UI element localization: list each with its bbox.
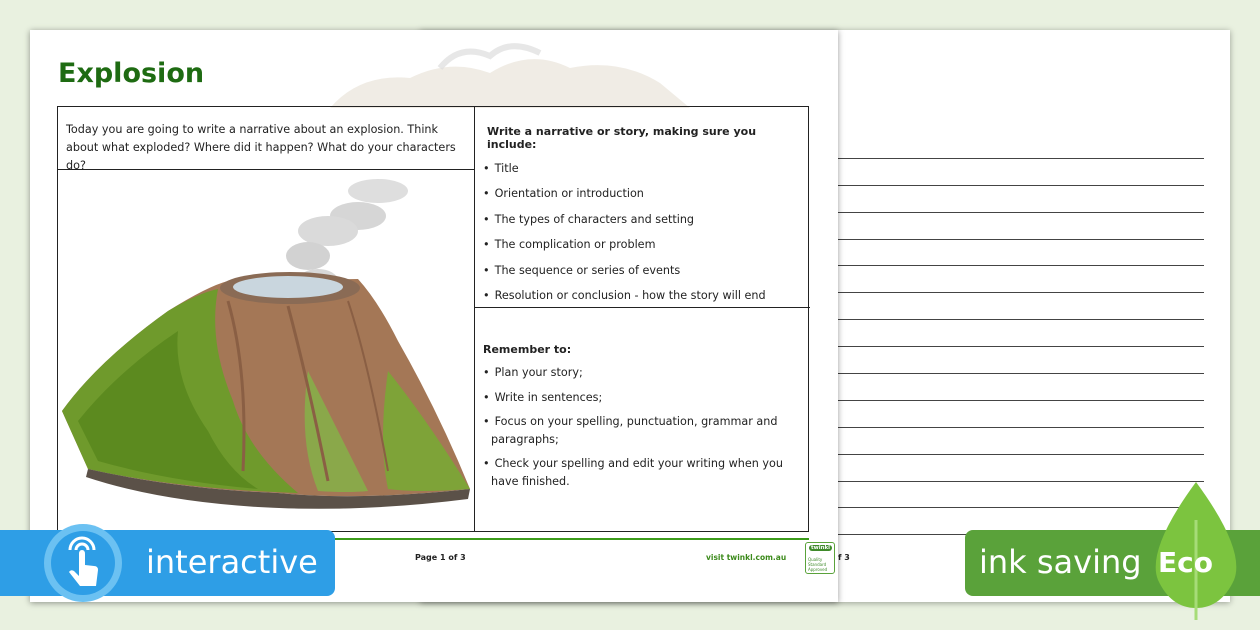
narrative-item: • Title — [483, 161, 803, 186]
narrative-item: • The types of characters and setting — [483, 212, 803, 237]
logo-text: twinkl — [811, 545, 831, 551]
narrative-checklist — [483, 125, 803, 313]
logo-subtext: Quality Standard Approved — [808, 557, 828, 572]
eco-label: Eco — [1158, 546, 1213, 579]
smoke-watermark — [320, 38, 700, 108]
worksheet-frame — [57, 106, 809, 532]
intro-text: Today you are going to write a narrative about an explosion. Think about what exploded? Where did it happen? What do your characters do? — [66, 123, 456, 172]
remember-heading: Remember to: — [483, 343, 572, 356]
narrative-item: • Orientation or introduction — [483, 186, 803, 211]
touch-hand-icon — [36, 524, 130, 602]
page-number: Page 1 of 3 — [415, 553, 466, 562]
remember-list — [483, 343, 799, 497]
writing-lines[interactable] — [832, 132, 1204, 535]
back-page-number: f 3 — [838, 553, 850, 562]
remember-item: • Plan your story; — [483, 364, 799, 382]
worksheet-title: Explosion — [58, 58, 205, 89]
front-page-worksheet — [30, 30, 838, 602]
narrative-item: • The sequence or series of events — [483, 263, 803, 288]
ink-saving-label: ink saving — [979, 543, 1142, 581]
remember-item: • Focus on your spelling, punctuation, grammar and paragraphs; — [483, 413, 799, 448]
remember-item: • Write in sentences; — [483, 389, 799, 407]
volcano-illustration — [58, 171, 474, 531]
remember-item: • Check your spelling and edit your writing when you have finished. — [483, 455, 799, 490]
narrative-item: • The complication or problem — [483, 237, 803, 262]
twinkl-logo — [805, 542, 835, 574]
interactive-label: interactive — [146, 543, 318, 581]
footer-url[interactable]: visit twinkl.com.au — [706, 553, 787, 562]
interactive-badge[interactable] — [0, 530, 335, 596]
narrative-item: • Resolution or conclusion - how the story will end — [483, 288, 803, 313]
narrative-heading: Write a narrative or story, making sure you include: — [487, 125, 757, 151]
